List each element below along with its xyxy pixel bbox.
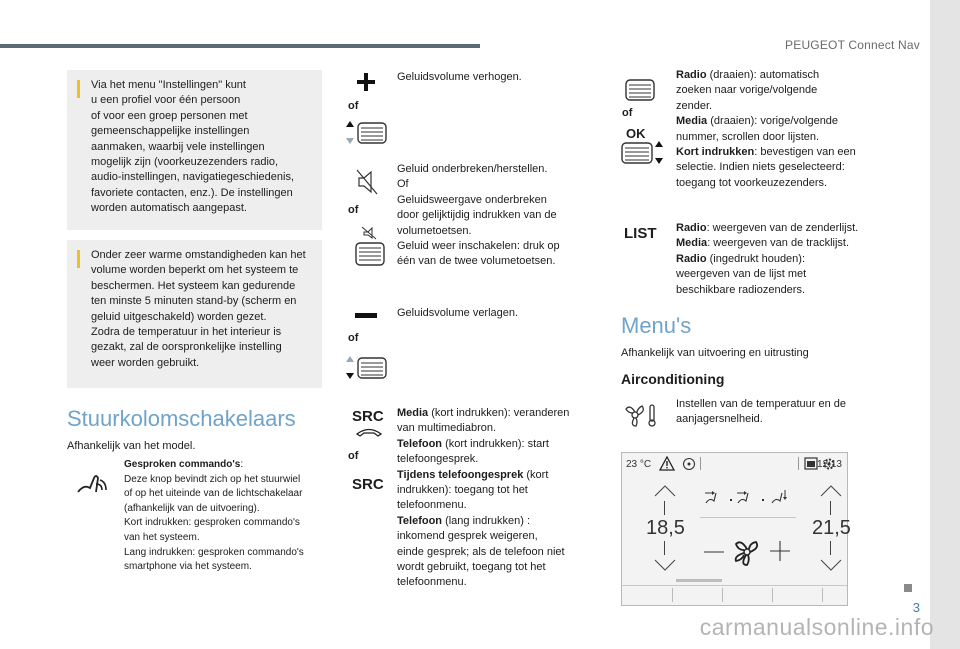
volume-down-text: Geluidsvolume verlagen. <box>397 307 519 319</box>
temp-right-tick <box>830 501 831 515</box>
src-line: Media (kort indrukken): veranderen <box>397 407 570 419</box>
info-line: Onder zeer warme omstandigheden kan het <box>91 249 306 261</box>
or-label: of <box>348 100 359 112</box>
section-title-menus: Menu's <box>621 313 692 338</box>
temp-left-tick <box>664 541 665 555</box>
src-line: wordt gebruikt, toegang tot het <box>397 561 546 574</box>
scroll-wheel-down-icon <box>346 355 390 381</box>
header-rule <box>0 44 480 48</box>
tab-indicator <box>676 579 722 582</box>
radio-line: zender. <box>676 99 713 112</box>
running-header: PEUGEOT Connect Nav <box>785 38 920 52</box>
bottom-bar <box>622 585 847 606</box>
info-bar <box>77 250 80 268</box>
ok-wheel-icon <box>620 140 666 166</box>
bottom-divider <box>672 588 673 602</box>
radio-line: Media (draaien): vorige/volgende <box>676 115 839 128</box>
info-line: geluid uitgeschakeld) worden gezet. <box>91 310 267 323</box>
src-line: indrukken): toegang tot het <box>397 484 528 497</box>
mute-text <box>397 162 587 270</box>
aircon-line: aanjagersnelheid. <box>676 413 763 426</box>
fan-increase-icon[interactable] <box>770 541 790 561</box>
src-line: einde gesprek; als de telefoon niet <box>397 545 565 558</box>
mute-line: Geluidsweergave onderbreken <box>397 193 547 206</box>
divider <box>700 517 796 518</box>
src-text <box>397 406 597 591</box>
radio-line: selectie. Indien niets geselecteerd: <box>676 161 845 174</box>
list-line: weergeven van de lijst met <box>676 268 807 281</box>
navigation-icon <box>682 457 696 471</box>
src-label: SRC <box>352 408 384 425</box>
chevron-down-icon[interactable] <box>820 559 842 571</box>
clock: 12:13 <box>816 459 842 470</box>
fan-icon <box>732 538 762 566</box>
section-subtitle-menus: Afhankelijk van uitvoering en uitrusting <box>621 347 809 359</box>
airflow-dot <box>762 499 764 501</box>
aircon-screen <box>621 452 851 606</box>
list-label: LIST <box>624 225 657 242</box>
info-text <box>91 248 323 371</box>
phone-icon <box>356 427 382 437</box>
bottom-divider <box>722 588 723 602</box>
status-divider <box>798 457 799 470</box>
list-line: Radio (ingedrukt houden): <box>676 252 806 265</box>
voice-line: Deze knop bevindt zich op het stuurwiel <box>124 473 301 485</box>
mute-line: Geluid weer inschakelen: druk op <box>397 240 560 253</box>
radio-line: zoeken naar vorige/volgende <box>676 84 818 97</box>
chevron-up-icon[interactable] <box>820 485 842 497</box>
mute-line: Geluid onderbreken/herstellen. <box>397 163 548 175</box>
minus-icon <box>355 313 377 319</box>
aircon-line: Instellen van de temperatuur en de <box>676 398 847 410</box>
list-text <box>676 221 886 298</box>
info-line: gemeenschappelijke instellingen <box>91 125 250 138</box>
bottom-divider <box>772 588 773 602</box>
src-line: telefoonmenu. <box>397 499 467 512</box>
src-line: Telefoon (kort indrukken): start <box>397 437 549 450</box>
airflow-feet-icon[interactable] <box>770 489 790 507</box>
airflow-dot <box>730 499 732 501</box>
voice-command-title: Gesproken commando's: <box>124 459 244 470</box>
page-margin-band <box>930 0 960 649</box>
info-line: Via het menu "Instellingen" kunt <box>91 79 246 91</box>
info-box-heat <box>67 240 322 388</box>
radio-line: nummer, scrollen door lijsten. <box>676 130 820 143</box>
mute-line: volumetoetsen. <box>397 224 472 237</box>
src-line: Telefoon (lang indrukken) : <box>397 514 531 527</box>
info-line: Zodra de temperatuur in het interieur is <box>91 326 282 339</box>
plus-icon <box>356 72 376 92</box>
warning-icon <box>659 456 675 471</box>
info-line: mogelijk zijn (voorkeuzezenders radio, <box>91 156 279 169</box>
or-label: of <box>622 107 633 119</box>
outside-temperature: 23 °C <box>626 459 652 470</box>
info-line: beschermen. Het systeem kan gedurende <box>91 279 296 292</box>
continue-marker <box>904 584 912 592</box>
src-line: inkomend gesprek weigeren, <box>397 530 538 543</box>
src-line: Tijdens telefoongesprek (kort <box>397 468 549 481</box>
info-text <box>91 78 323 217</box>
mute-wheel-icon <box>354 226 386 268</box>
voice-line: (afhankelijk van de uitvoering). <box>124 502 260 514</box>
info-line: of voor een groep personen met <box>91 109 248 122</box>
scroll-wheel-up-icon <box>346 120 390 146</box>
temperature-right: 21,5 <box>812 517 851 539</box>
radio-line: toegang tot voorkeuzezenders. <box>676 176 828 189</box>
voice-line: Kort indrukken: gesproken commando's <box>124 517 300 529</box>
mute-line: Of <box>397 178 409 191</box>
or-label: of <box>348 204 359 216</box>
src-line: van multimediabron. <box>397 422 497 435</box>
info-box-profiles <box>67 70 322 230</box>
radio-line: Kort indrukken: bevestigen van een <box>676 146 856 159</box>
aircon-text <box>676 397 876 428</box>
temp-left-tick <box>664 501 665 515</box>
subsection-title-aircon: Airconditioning <box>621 371 725 387</box>
or-label: of <box>348 332 359 344</box>
radio-text <box>676 68 876 191</box>
chevron-down-icon[interactable] <box>654 559 676 571</box>
info-line: weer worden gebruikt. <box>91 356 200 369</box>
volume-up-text: Geluidsvolume verhogen. <box>397 71 522 83</box>
airflow-face-icon[interactable] <box>704 489 724 507</box>
voice-line: of op het uiteinde van de lichtschakelaar <box>124 488 303 500</box>
fan-decrease-icon[interactable] <box>704 550 724 554</box>
src-line: telefoongesprek. <box>397 453 479 466</box>
info-bar <box>77 80 80 98</box>
ok-label: OK <box>626 126 646 141</box>
status-divider <box>700 457 701 470</box>
voice-line: smartphone via het systeem. <box>124 561 252 573</box>
temperature-left: 18,5 <box>646 517 685 539</box>
fan-temperature-icon <box>624 402 658 428</box>
src-line: telefoonmenu. <box>397 576 467 589</box>
info-line: gezakt, zal de oorspronkelijke instelling <box>91 341 282 354</box>
voice-line: van het systeem. <box>124 531 200 543</box>
section-title-steering: Stuurkolomschakelaars <box>67 406 296 431</box>
section-subtitle-steering: Afhankelijk van het model. <box>67 440 196 452</box>
info-line: ten minste 5 minuten stand-by (scherm en <box>91 295 297 308</box>
info-line: volume worden beperkt om het systeem te <box>91 264 299 277</box>
watermark: carmanualsonline.info <box>699 614 934 640</box>
info-line: aanmaken, waarbij vele instellingen <box>91 140 265 153</box>
info-line: audio-instellingen, navigatiegeschiedenis, <box>91 171 295 184</box>
info-line: worden automatisch aangepast. <box>91 202 247 215</box>
info-line: u een profiel voor één persoon <box>91 94 241 107</box>
list-line: beschikbare radiozenders. <box>676 283 806 296</box>
list-line: Radio: weergeven van de zenderlijst. <box>676 222 859 234</box>
voice-command-icon <box>74 470 110 500</box>
voice-command-text <box>124 458 324 575</box>
bottom-divider <box>822 588 823 602</box>
or-label: of <box>348 450 359 462</box>
mute-line: door gelijktijdig indrukken van de <box>397 209 557 222</box>
radio-line: Radio (draaien): automatisch <box>676 69 820 81</box>
chevron-up-icon[interactable] <box>654 485 676 497</box>
info-line: favoriete contacten, enz.). De instellingen <box>91 186 293 199</box>
list-line: Media: weergeven van de tracklijst. <box>676 237 850 250</box>
mute-icon <box>356 168 378 196</box>
mute-line: één van de twee volumetoetsen. <box>397 255 556 268</box>
temp-right-tick <box>830 541 831 555</box>
airflow-mixed-icon[interactable] <box>736 489 756 507</box>
page-number: 3 <box>912 600 920 615</box>
voice-line: Lang indrukken: gesproken commando's <box>124 546 304 558</box>
src-label: SRC <box>352 476 384 493</box>
wheel-icon <box>624 78 656 102</box>
